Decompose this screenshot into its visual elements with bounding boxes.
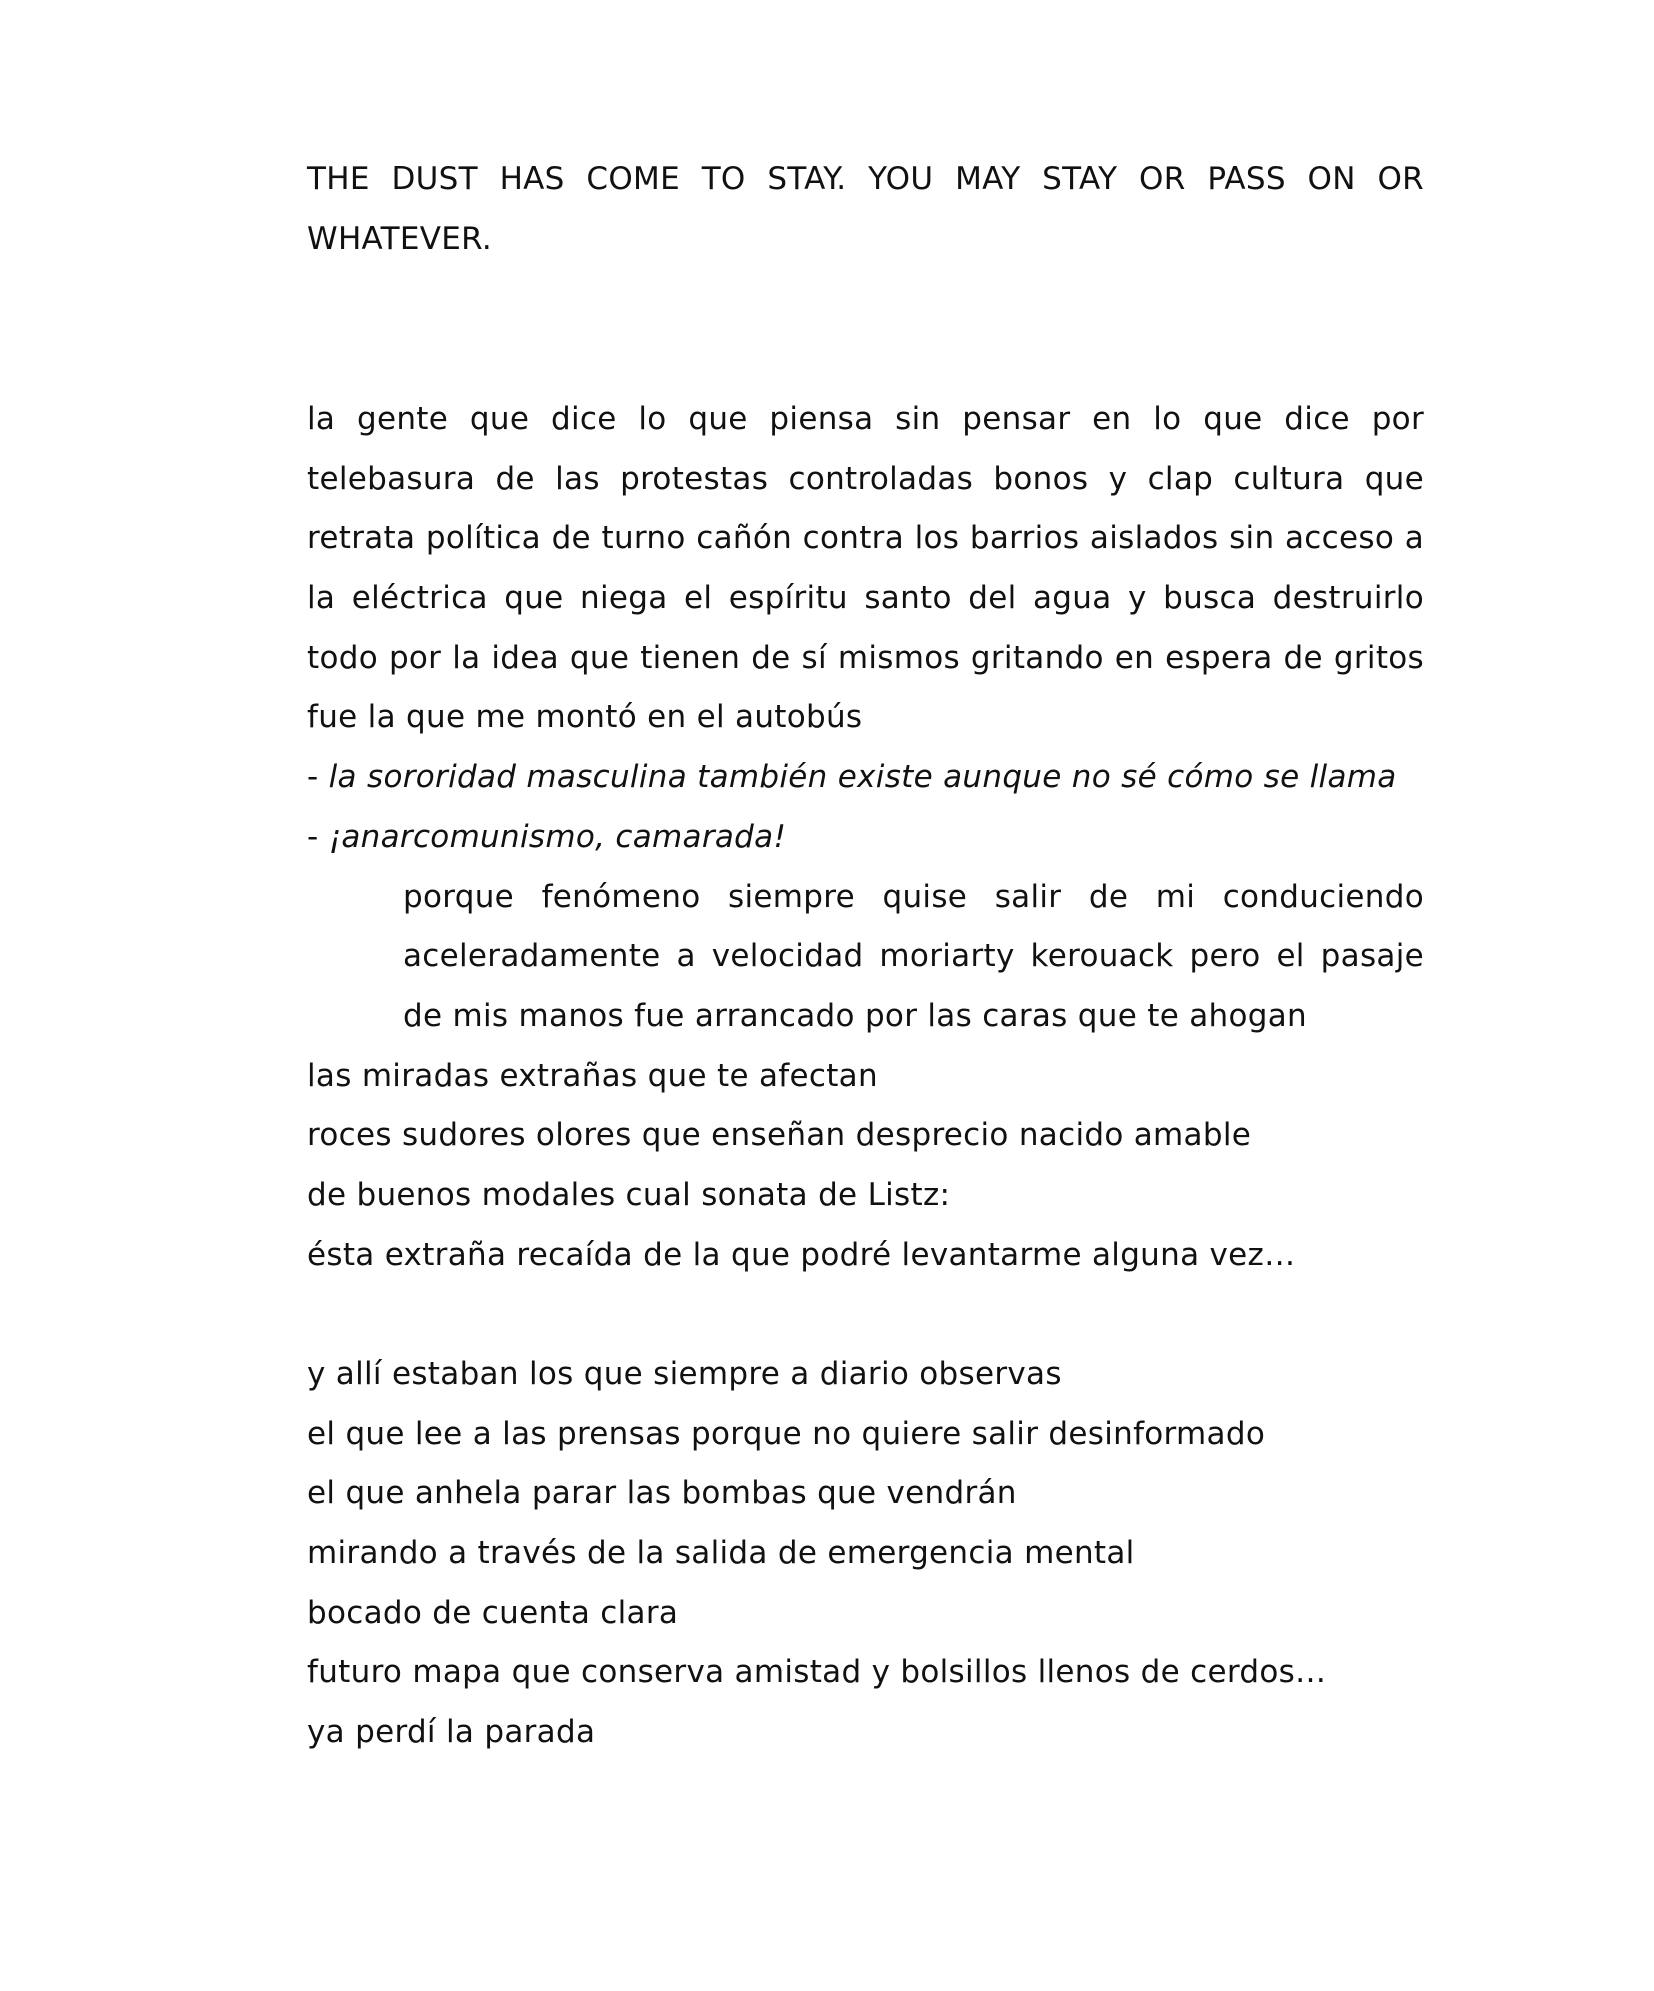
- poem-line: futuro mapa que conserva amistad y bolsillos llenos de cerdos…: [307, 1654, 1327, 1691]
- poem-line: retrata política de turno cañón contra los barrios aislados sin acceso a: [307, 520, 1424, 557]
- poem-line: fue la que me montó en el autobús: [307, 699, 863, 736]
- poem-line: ya perdí la parada: [307, 1714, 596, 1751]
- dialogue-dash: -: [307, 759, 329, 796]
- poem-line: mirando a través de la salida de emergencia mental: [307, 1535, 1135, 1572]
- poem-line: bocado de cuenta clara: [307, 1594, 679, 1631]
- dialogue-dash: -: [307, 818, 329, 855]
- poem-line: las miradas extrañas que te afectan: [307, 1057, 878, 1094]
- poem-line: la gente que dice lo que piensa sin pensar en lo que dice por: [307, 401, 1424, 437]
- dialogue-line: [307, 748, 1424, 808]
- dialogue-text: ¡anarcomunismo, camarada!: [328, 818, 787, 855]
- poem-line: el que lee a las prensas porque no quiere salir desinformado: [307, 1415, 1266, 1452]
- poem-line: telebasura de las protestas controladas bonos y clap cultura que: [307, 460, 1424, 497]
- poem-line: el que anhela parar las bombas que vendrán: [307, 1475, 1017, 1512]
- epigraph-line: THE DUST HAS COME TO STAY. YOU MAY STAY OR PASS ON OR: [307, 161, 1424, 197]
- indented-line: aceleradamente a velocidad moriarty kerouack pero el pasaje: [403, 938, 1424, 975]
- indented-line: porque fenómeno siempre quise salir de mi conduciendo: [403, 878, 1424, 915]
- epigraph-line: WHATEVER.: [307, 220, 493, 257]
- dialogue-text: la sororidad masculina también existe aunque no sé cómo se llama: [328, 759, 1397, 796]
- stanza-break: [307, 1285, 1424, 1345]
- poem-body: [307, 390, 1424, 1763]
- dialogue-line: [307, 808, 1424, 868]
- poem-line: de buenos modales cual sonata de Listz:: [307, 1176, 951, 1213]
- poem-line: ésta extraña recaída de la que podré levantarme alguna vez…: [307, 1236, 1296, 1273]
- poem-line: y allí estaban los que siempre a diario observas: [307, 1356, 1062, 1392]
- poem-line: roces sudores olores que enseñan desprecio nacido amable: [307, 1117, 1252, 1154]
- poem-line: la eléctrica que niega el espíritu santo del agua y busca destruirlo: [307, 580, 1424, 617]
- epigraph: [307, 150, 1424, 269]
- poem-line: todo por la idea que tienen de sí mismos gritando en espera de gritos: [307, 639, 1424, 676]
- indented-line: de mis manos fue arrancado por las caras que te ahogan: [403, 997, 1307, 1034]
